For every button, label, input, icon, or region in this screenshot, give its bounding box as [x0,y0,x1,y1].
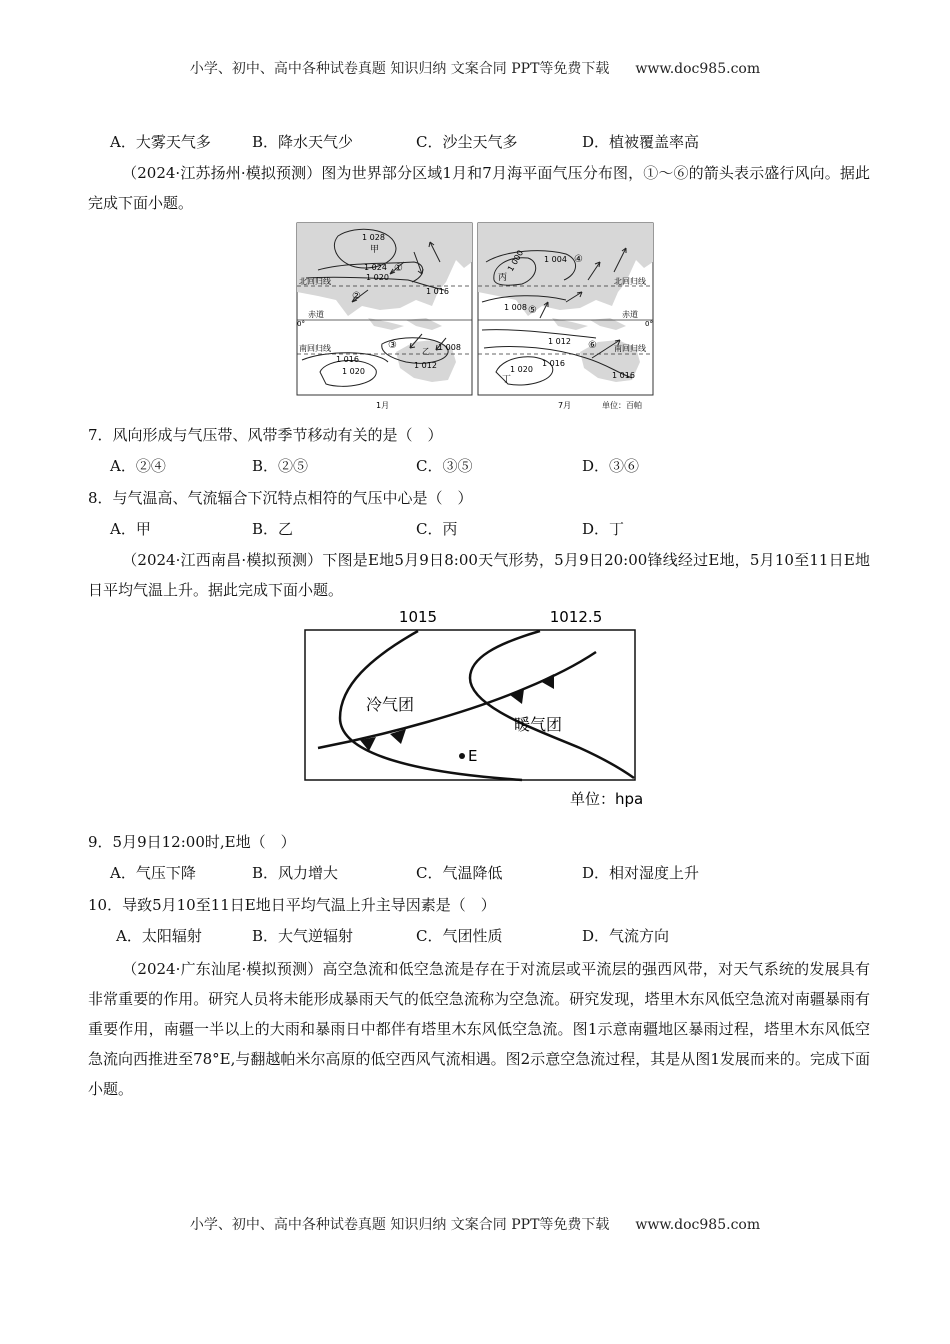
cold-air-mass-label: 冷气团 [366,695,415,714]
q10-option-b: B．大气逆辐射 [252,927,354,945]
q9-options [110,862,850,884]
jan-tropic-south: 南回归线 [299,344,331,353]
jul-tropic-north: 北回归线 [614,277,646,286]
q7-option-c: C．③⑤ [416,457,473,475]
center-ding: 丁 [502,375,512,385]
arrow-label-6: ⑥ [588,340,597,351]
q10-options [116,925,856,947]
arrow-label-1: ① [394,263,403,274]
footer-text: 小学、初中、高中各种试卷真题 知识归纳 文案合同 PPT等免费下载 [189,1217,610,1233]
isobar-1012-5-label: 1012.5 [549,608,603,626]
jan-zero: 0° [297,320,305,328]
q9-stem: 9．5月9日12:00时,E地（ ） [88,833,296,851]
arrow-label-2: ② [352,291,361,302]
jan-isobar-1016: 1 016 [426,287,449,296]
q7-option-a: A．②④ [110,457,166,475]
header-text: 小学、初中、高中各种试卷真题 知识归纳 文案合同 PPT等免费下载 [189,61,610,77]
q10-option-d: D．气流方向 [582,927,670,945]
q8-stem: 8．与气温高、气流辐合下沉特点相符的气压中心是（ ） [88,489,473,507]
jan-caption: 1月 [376,401,390,410]
july-map [478,223,653,395]
q8-option-c: C．丙 [416,520,458,538]
point-e [459,753,465,759]
arrow-label-5: ⑤ [528,305,537,316]
pressure-map-figure [296,222,654,412]
q10-option-c: C．气团性质 [416,927,503,945]
front-figure [300,602,660,812]
center-yi: 乙 [422,347,430,356]
page-footer [0,1214,950,1234]
q9-option-b: B．风力增大 [252,864,339,882]
intro-nanchang-text: （2024·江西南昌·模拟预测）下图是E地5月9日8:00天气形势，5月9日20:00锋线经过E地，5月10至11日E地日平均气温上升。据此完成下面小题。 [88,551,870,599]
q9-option-c: C．气温降低 [416,864,503,882]
footer-site: www.doc985.com [635,1217,761,1233]
jul-equator: 赤道 [622,310,638,319]
q9-option-a: A．气压下降 [110,864,196,882]
option-c: C．沙尘天气多 [416,133,518,151]
arrow-label-3: ③ [388,340,397,351]
arrow-label-4: ④ [574,254,583,265]
q7-stem: 7．风向形成与气压带、风带季节移动有关的是（ ） [88,426,443,444]
q7-options [110,455,850,477]
intro-yangzhou [88,158,870,218]
q8-option-a: A．甲 [110,520,151,538]
q10-option-a: A．太阳辐射 [116,927,202,945]
jan-isobar-1028: 1 028 [362,233,385,242]
jul-tropic-south: 南回归线 [614,344,646,353]
jan-isobar-1024: 1 024 [364,263,387,272]
q8-options [110,518,850,540]
jul-zero: 0° [645,320,653,328]
jan-isobar-1020-south: 1 020 [342,367,365,376]
intro-nanchang [88,545,870,605]
warm-air-mass-label: 暖气团 [514,715,563,734]
isobar-1015-label: 1015 [398,608,438,626]
jan-isobar-1016-south: 1 016 [336,355,359,364]
header-site: www.doc985.com [635,61,761,77]
jul-isobar-1012: 1 012 [548,337,571,346]
intro-yangzhou-text: （2024·江苏扬州·模拟预测）图为世界部分区域1月和7月海平面气压分布图，①～⑥的箭头表示盛行风向。据此完成下面小题。 [88,164,870,212]
point-e-label: E [468,747,478,765]
jul-isobar-1000: 1 000 [505,248,526,273]
january-map [297,223,472,395]
map-unit: 单位：百帕 [602,401,642,410]
q9-option-d: D．相对湿度上升 [582,864,700,882]
q8-option-d: D．丁 [582,520,625,538]
jul-caption: 7月 [558,401,572,410]
intro-shanwei [88,954,870,1104]
q10-stem: 10．导致5月10至11日E地日平均气温上升主导因素是（ ） [88,896,496,914]
jul-isobar-1004: 1 004 [544,255,567,264]
prev-question-options [110,131,850,153]
option-d: D．植被覆盖率高 [582,133,700,151]
jan-isobar-1020: 1 020 [366,273,389,282]
center-bing: 丙 [498,273,508,283]
q7-option-d: D．③⑥ [582,457,640,475]
option-b: B．降水天气少 [252,133,354,151]
jul-isobar-1008: 1 008 [504,303,527,312]
jan-tropic-north: 北回归线 [299,277,331,286]
q8-option-b: B．乙 [252,520,294,538]
option-a: A．大雾天气多 [110,133,211,151]
page-header [0,58,950,78]
jul-isobar-1016-east: 1 016 [612,371,635,380]
jan-isobar-1012: 1 012 [414,361,437,370]
jul-isobar-1020: 1 020 [510,365,533,374]
front-unit: 单位：hpa [570,790,644,808]
jan-equator: 赤道 [308,310,324,319]
jan-isobar-1008: 1 008 [438,343,461,352]
center-jia: 甲 [370,245,380,255]
intro-shanwei-text: （2024·广东汕尾·模拟预测）高空急流和低空急流是存在于对流层或平流层的强西风带，对天气系统的发展具有非常重要的作用。研究人员将未能形成暴雨天气的低空急流称为空急流。研究发现，塔里木东风低空急流对南疆暴雨有重要作用，南疆一半以上的大雨和暴雨日中都伴有塔里木东风低空急流。图1示意南疆地区暴雨过程，塔里木东风低空急流向西推进至78°E,与翻越帕米尔高原的低空西风气流相遇。图2示意空急流过程，其是从图1发展而来的。完成下面小题。 [88,960,870,1098]
jul-isobar-1016: 1 016 [542,359,565,368]
q7-option-b: B．②⑤ [252,457,309,475]
